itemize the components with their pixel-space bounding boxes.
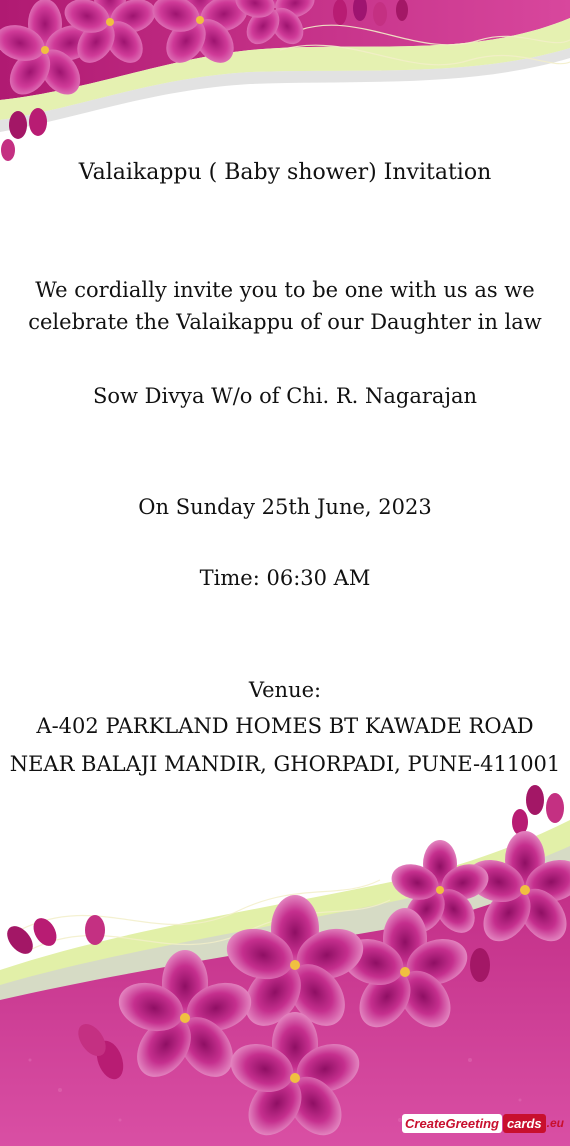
watermark-part-3: .eu bbox=[546, 1116, 564, 1130]
invitation-message-line-2: celebrate the Valaikappu of our Daughter in law bbox=[28, 310, 542, 334]
watermark-part-1: CreateGreeting bbox=[402, 1114, 502, 1133]
honoree-name: Sow Divya W/o of Chi. R. Nagarajan bbox=[92, 384, 478, 408]
invitation-message bbox=[0, 274, 570, 338]
invitation-title: Valaikappu ( Baby shower) Invitation bbox=[78, 160, 492, 185]
invitation-message-line-1: We cordially invite you to be one with us as we bbox=[35, 278, 535, 302]
venue-address-line-1: A-402 PARKLAND HOMES BT KAWADE ROAD bbox=[36, 714, 534, 738]
event-date: On Sunday 25th June, 2023 bbox=[138, 495, 432, 519]
event-time: Time: 06:30 AM bbox=[199, 566, 371, 590]
bottom-floral-decoration bbox=[0, 760, 570, 1146]
watermark-part-2: cards bbox=[503, 1114, 546, 1133]
venue-address-line-2: NEAR BALAJI MANDIR, GHORPADI, PUNE-411001 bbox=[9, 752, 561, 776]
watermark-logo[interactable] bbox=[405, 1106, 564, 1140]
venue-label: Venue: bbox=[248, 678, 322, 702]
